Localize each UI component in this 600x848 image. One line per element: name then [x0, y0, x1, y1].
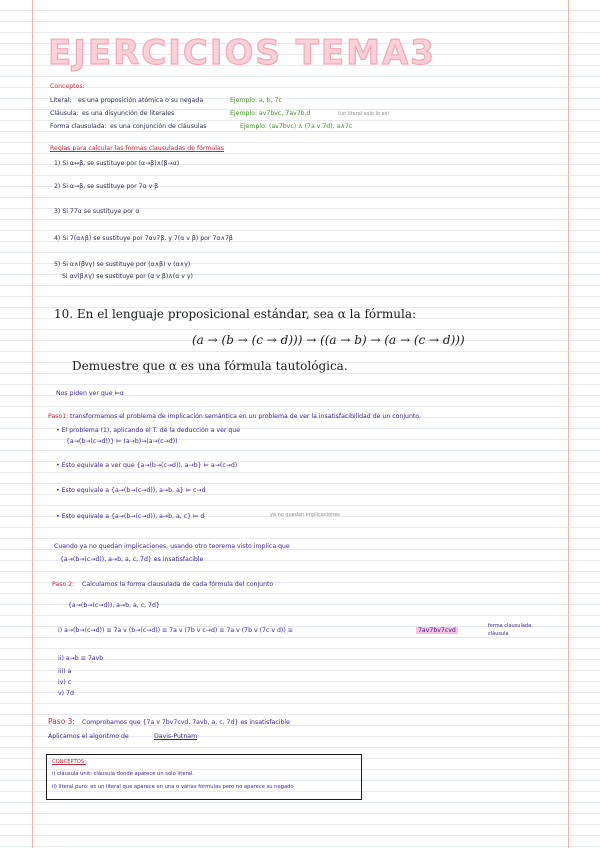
box-line1: i) cláusula unit: cláusula donde aparece un solo literal. [52, 771, 194, 777]
box-heading: CONCEPTOS: [52, 759, 86, 765]
step-i-result-highlight: 7av7bv7cvd [418, 627, 456, 634]
exercise-formula: (a → (b → (c → d))) → ((a → b) → (a → (c → d))) [192, 333, 465, 347]
regla-1: 1) Si α↔β, se sustituye por (α→β)∧(β→α) [54, 160, 180, 167]
right-margin-line [568, 0, 569, 848]
literal-label: Literal: [50, 97, 72, 104]
literal-definition: es una proposición atómica o su negada [78, 97, 204, 104]
clausula-example: Ejemplo: av7bvc, 7av7b,d [230, 110, 311, 117]
regla-4: 4) Si 7(α∧β) se sustituye por 7αv7β, y 7(α v β) por 7α∧7β [54, 235, 233, 242]
literal-example: Ejemplo: a, b, 7c [230, 97, 282, 104]
step-v: v) 7d [58, 690, 74, 697]
solution-goal: Nos piden ver que ⊨α [56, 390, 124, 397]
cuando-line2: {a→(b→(c→d)), a→b, a, c, 7d} es insatisfacible [60, 556, 204, 563]
step-i-note-2: cláusula [488, 631, 509, 637]
paso3-text: Comprobamos que {7a v 7bv7cvd, 7avb, a, c, 7d} es insatisfacible [82, 719, 290, 726]
step-iii: iii) a [58, 668, 72, 675]
reglas-heading: Reglas para calcular las formas clausuladas de fórmulas [50, 145, 225, 152]
page-title: EJERCICIOS TEMA3 [48, 33, 436, 73]
step-iv: iv) c [58, 679, 72, 686]
regla-5a: 5) Si α∧(βvγ) se sustituye por (α∧β) v (α∧γ) [54, 261, 191, 268]
conceptos-heading: Conceptos: [50, 83, 85, 90]
step-a-line1: • El problema (1), aplicando el T. de la deducción a ver que [56, 427, 241, 434]
step-b: • Esto equivale a ver que {a→(b→(c→d)), a→b} ⊨ a→(c→d) [56, 462, 238, 469]
paso1-text: transformamos el problema de implicación semántica en un problema de ver la insatisfacibilidad de un conjunto. [70, 413, 421, 420]
forma-definition: es una conjunción de cláusulas [110, 123, 207, 130]
paso3-label: Paso 3: [48, 717, 75, 726]
davis-putnam: Davis-Putnam [154, 733, 198, 740]
step-c: • Esto equivale a {a→(b→(c→d)), a→b, a} ⊨ c→d [56, 487, 206, 494]
regla-5b: Si αv(β∧γ) se sustituye por (α v β)∧(α v γ) [62, 273, 193, 280]
exercise-demuestre: Demuestre que α es una fórmula tautológica. [72, 359, 348, 373]
step-a-line2: {a→(b→(c→d))} ⊨ (a→b)→(a→(c→d)) [66, 438, 178, 445]
box-line2: ii) literal puro: es un literal que aparece en una o varias fórmulas pero no aparece su negado [52, 784, 294, 790]
aplicamos-text: Aplicamos el algoritmo de [48, 733, 129, 740]
exercise-statement: 10. En el lenguaje proposicional estándar, sea α la fórmula: [54, 307, 417, 321]
conjunto: {a→(b→(c→d)), a→b, a, c, 7d} [68, 602, 160, 609]
forma-example: Ejemplo: (av7bvc) ∧ (7a v 7d), a∧7c [240, 123, 353, 130]
step-i-note-1: forma clausulada [488, 623, 532, 629]
step-ii: ii) a→b ≡ 7avb [58, 655, 104, 662]
forma-label: Forma clausulada: [50, 123, 107, 130]
paso2-text: Calculamos la forma clausulada de cada fórmula del conjunto [82, 581, 274, 588]
cuando-line1: Cuando ya no quedan implicaciones, usando otro teorema visto implica que [54, 543, 290, 550]
clausula-definition: es una disyunción de literales [82, 110, 175, 117]
regla-3: 3) Si 77α se sustituye por α [54, 208, 140, 215]
paso2-label: Paso 2: [52, 581, 75, 588]
step-d-note: ya no quedan implicaciones [270, 512, 340, 518]
clausula-note: (un literal solo lo es) [338, 111, 390, 117]
step-i: i) a→(b→(c→d)) ≡ 7a v (b→(c→d)) ≡ 7a v (7b v c→d) ≡ 7a v (7b v (7c v d)) ≡ [58, 627, 293, 634]
step-i-result [416, 627, 458, 635]
clausula-label: Cláusula: [50, 110, 79, 117]
left-margin-line [32, 0, 33, 848]
regla-2: 2) Si α→β, se sustituye por 7α v β [54, 183, 159, 190]
paso1-label: Paso1: [48, 413, 69, 420]
step-d: • Esto equivale a {a→(b→(c→d)), a→b, a, c} ⊨ d [56, 513, 205, 520]
